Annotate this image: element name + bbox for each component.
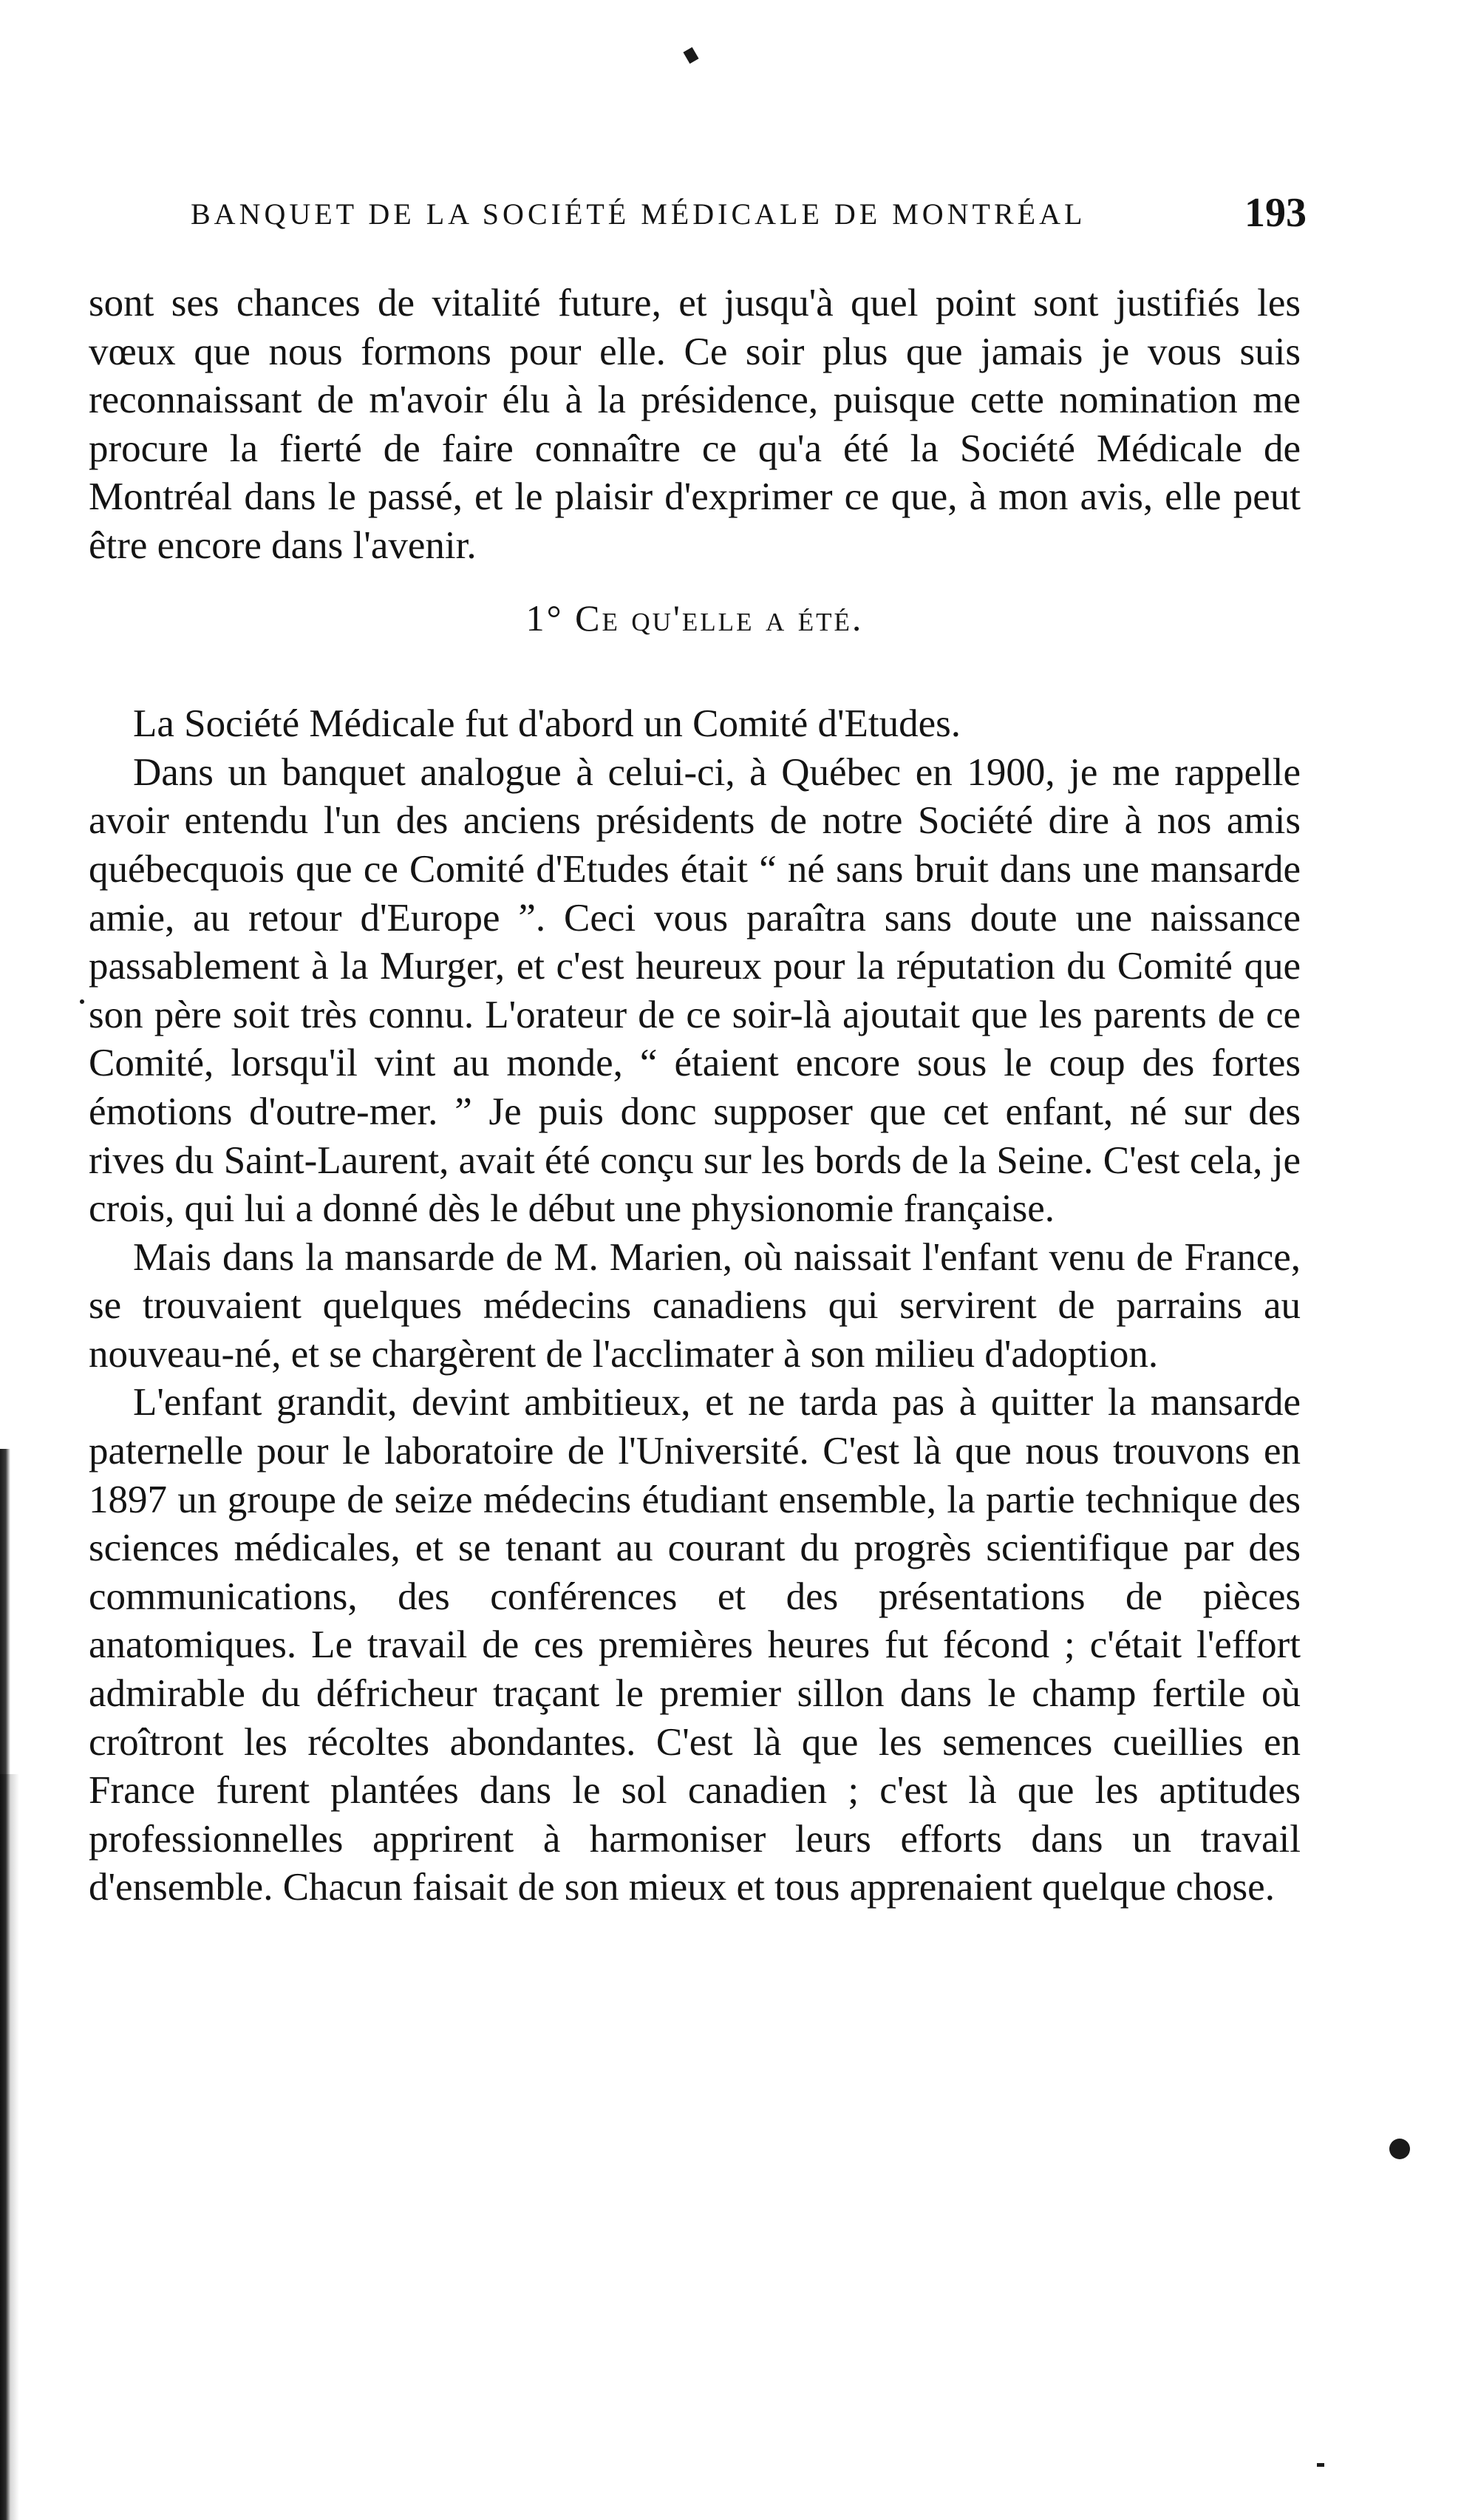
right-margin-ink-blot bbox=[1389, 2139, 1410, 2159]
page-binding-shadow-soft bbox=[0, 1774, 19, 2520]
running-head: BANQUET DE LA SOCIÉTÉ MÉDICALE DE MONTRÉAL bbox=[191, 197, 1086, 231]
paragraph: Mais dans la mansarde de M. Marien, où naissait l'enfant venu de France, se trouvaient quelques médecins canadiens qui servirent de parrains au nouveau-né, et se chargèrent de l'acclimater à son milieu d'adoption. bbox=[89, 1235, 1301, 1376]
section-heading: 1° Ce qu'elle a été. bbox=[525, 597, 864, 639]
paragraph: Dans un banquet analogue à celui-ci, à Québec en 1900, je me rappelle avoir entendu l'un des anciens présidents de notre Société dire à nos amis québecquois que ce Comité d'Etudes était “ né sans bruit dans une mansarde amie, au retour d'Europe ”. Ceci vous paraîtra sans doute une naissance passablement à la Murger, et c'est heureux pour la réputation du Comité que son père soit très connu. L'orateur de ce soir-là ajoutait que les parents de ce Comité, lorsqu'il vint au monde, “ étaient encore sous le coup des fortes émotions d'outre-mer. ” Je puis donc supposer que cet enfant, né sur des rives du Saint-Laurent, avait été conçu sur les bords de la Seine. C'est cela, je crois, qui lui a donné dès le début une physionomie française. bbox=[89, 750, 1301, 1231]
page-body bbox=[89, 279, 1301, 1912]
page-header bbox=[191, 189, 1307, 248]
paragraph: L'enfant grandit, devint ambitieux, et ne tarda pas à quitter la mansarde paternelle pour le laboratoire de l'Université. C'est là que nous trouvons en 1897 un groupe de seize médecins étudiant ensemble, la partie technique des sciences médicales, et se tenant au courant du progrès scientifique par des communications, des conférences et des présentations de pièces anatomiques. Le travail de ces premières heures fut fécond ; c'était l'effort admirable du défricheur traçant le premier sillon dans le champ fertile où croîtront les récoltes abondantes. C'est là que les semences cueillies en France furent plantées dans le sol canadien ; c'est là que les aptitudes professionnelles apprirent à harmoniser leurs efforts dans un travail d'ensemble. Chacun faisait de son mieux et tous apprenaient quelque chose. bbox=[89, 1381, 1301, 1909]
left-margin-speck bbox=[80, 999, 84, 1004]
bottom-ink-speck bbox=[1317, 2463, 1324, 2467]
top-ink-mark bbox=[683, 47, 698, 64]
paragraph: La Société Médicale fut d'abord un Comité d'Etudes. bbox=[133, 702, 961, 746]
paragraph: sont ses chances de vitalité future, et jusqu'à quel point sont justifiés les vœux que nous formons pour elle. Ce soir plus que jamais je vous suis reconnaissant de m'avoir élu à la présidence, puisque cette nomination me procure la fierté de faire connaître ce qu'a été la Société Médicale de Montréal dans le passé, et le plaisir d'exprimer ce que, à mon avis, elle peut être encore dans l'avenir. bbox=[89, 282, 1301, 567]
page-number: 193 bbox=[1244, 190, 1307, 236]
